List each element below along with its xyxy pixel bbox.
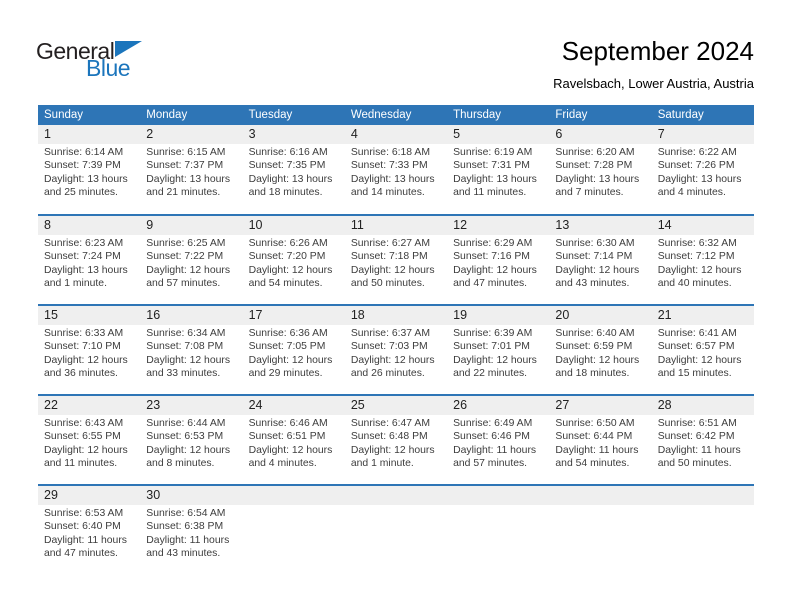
- day-details: [345, 415, 447, 471]
- day-details: [140, 415, 242, 471]
- day-cell-2: [140, 125, 242, 215]
- day-band-empty: [345, 486, 447, 505]
- general-blue-logo: [36, 40, 142, 80]
- weekday-header-thursday: Thursday: [447, 105, 549, 125]
- day-cell-24: [243, 395, 345, 485]
- sunset-text: Sunset: 7:08 PM: [146, 341, 224, 353]
- daylight-text: Daylight: 13 hours and 7 minutes.: [555, 173, 640, 199]
- sunrise-text: Sunrise: 6:26 AM: [248, 238, 328, 249]
- day-details: [38, 505, 140, 561]
- day-cell-10: [243, 215, 345, 305]
- weekday-header-row: [38, 105, 754, 125]
- week-row-1: [38, 125, 754, 215]
- day-details: [38, 325, 140, 381]
- sunset-text: Sunset: 6:46 PM: [453, 431, 530, 443]
- sunrise-text: Sunrise: 6:27 AM: [350, 238, 430, 249]
- day-cell-16: [140, 305, 242, 395]
- daylight-text: Daylight: 11 hours and 43 minutes.: [146, 534, 230, 560]
- sunset-text: Sunset: 6:40 PM: [44, 521, 121, 533]
- sunrise-text: Sunrise: 6:33 AM: [44, 328, 124, 339]
- daylight-text: Daylight: 11 hours and 57 minutes.: [453, 444, 537, 470]
- day-number-11: 11: [345, 216, 447, 235]
- logo-text-blue: Blue: [86, 55, 131, 81]
- weekday-header-tuesday: Tuesday: [243, 105, 345, 125]
- sunset-text: Sunset: 7:28 PM: [555, 160, 633, 172]
- empty-day-cell: [345, 485, 447, 575]
- day-number-13: 13: [549, 216, 651, 235]
- daylight-text: Daylight: 12 hours and 57 minutes.: [146, 264, 231, 290]
- day-number-17: 17: [243, 306, 345, 325]
- day-details: [345, 235, 447, 291]
- day-cell-6: [549, 125, 651, 215]
- day-cell-18: [345, 305, 447, 395]
- day-details: [447, 325, 549, 381]
- day-details: [447, 144, 549, 200]
- daylight-text: Daylight: 13 hours and 25 minutes.: [44, 173, 128, 199]
- day-cell-4: [345, 125, 447, 215]
- daylight-text: Daylight: 11 hours and 50 minutes.: [657, 444, 741, 470]
- sunrise-text: Sunrise: 6:46 AM: [248, 418, 328, 429]
- sunrise-text: Sunrise: 6:43 AM: [44, 418, 124, 429]
- day-number-25: 25: [345, 396, 447, 415]
- day-details: [38, 235, 140, 291]
- sunset-text: Sunset: 7:24 PM: [44, 251, 121, 263]
- day-details: [243, 325, 345, 381]
- day-number-22: 22: [38, 396, 140, 415]
- day-cell-17: [243, 305, 345, 395]
- day-cell-23: [140, 395, 242, 485]
- sunrise-text: Sunrise: 6:50 AM: [555, 418, 635, 429]
- sunrise-text: Sunrise: 6:53 AM: [44, 508, 124, 519]
- weekday-header-monday: Monday: [140, 105, 242, 125]
- day-band-empty: [652, 486, 754, 505]
- day-number-9: 9: [140, 216, 242, 235]
- sunrise-text: Sunrise: 6:32 AM: [657, 238, 737, 249]
- sunset-text: Sunset: 6:53 PM: [146, 431, 224, 443]
- sunrise-text: Sunrise: 6:19 AM: [453, 147, 533, 158]
- day-details: [140, 235, 242, 291]
- day-cell-29: [38, 485, 140, 575]
- daylight-text: Daylight: 12 hours and 33 minutes.: [146, 354, 231, 380]
- location-subtitle: Ravelsbach, Lower Austria, Austria: [553, 76, 754, 91]
- day-cell-21: [652, 305, 754, 395]
- sunset-text: Sunset: 7:35 PM: [248, 160, 326, 172]
- day-details: [345, 325, 447, 381]
- day-number-30: 30: [140, 486, 242, 505]
- sunrise-text: Sunrise: 6:20 AM: [555, 147, 635, 158]
- day-cell-30: [140, 485, 242, 575]
- day-cell-28: [652, 395, 754, 485]
- daylight-text: Daylight: 13 hours and 4 minutes.: [657, 173, 742, 199]
- daylight-text: Daylight: 12 hours and 29 minutes.: [248, 354, 333, 380]
- sunrise-text: Sunrise: 6:29 AM: [453, 238, 533, 249]
- day-details: [652, 144, 754, 200]
- day-number-24: 24: [243, 396, 345, 415]
- day-cell-13: [549, 215, 651, 305]
- sunset-text: Sunset: 7:31 PM: [453, 160, 530, 172]
- day-number-14: 14: [652, 216, 754, 235]
- daylight-text: Daylight: 13 hours and 1 minute.: [44, 264, 128, 290]
- day-details: [345, 144, 447, 200]
- day-details: [140, 505, 242, 561]
- day-details: [549, 144, 651, 200]
- day-cell-3: [243, 125, 345, 215]
- sunrise-text: Sunrise: 6:39 AM: [453, 328, 533, 339]
- day-details: [140, 144, 242, 200]
- day-number-18: 18: [345, 306, 447, 325]
- day-cell-19: [447, 305, 549, 395]
- sunset-text: Sunset: 7:14 PM: [555, 251, 633, 263]
- empty-day-cell: [549, 485, 651, 575]
- day-details: [447, 235, 549, 291]
- daylight-text: Daylight: 12 hours and 47 minutes.: [453, 264, 537, 290]
- daylight-text: Daylight: 12 hours and 50 minutes.: [350, 264, 435, 290]
- day-number-28: 28: [652, 396, 754, 415]
- weekday-header-friday: Friday: [549, 105, 651, 125]
- logo-text-general: General: [36, 38, 115, 64]
- day-number-10: 10: [243, 216, 345, 235]
- day-number-12: 12: [447, 216, 549, 235]
- day-number-19: 19: [447, 306, 549, 325]
- day-number-7: 7: [652, 125, 754, 144]
- sunset-text: Sunset: 6:38 PM: [146, 521, 224, 533]
- day-cell-11: [345, 215, 447, 305]
- day-cell-1: [38, 125, 140, 215]
- sunset-text: Sunset: 6:57 PM: [657, 341, 735, 353]
- empty-day-cell: [447, 485, 549, 575]
- sunrise-text: Sunrise: 6:49 AM: [453, 418, 533, 429]
- sunrise-text: Sunrise: 6:54 AM: [146, 508, 226, 519]
- day-number-27: 27: [549, 396, 651, 415]
- sunset-text: Sunset: 7:22 PM: [146, 251, 224, 263]
- day-details: [447, 415, 549, 471]
- day-cell-25: [345, 395, 447, 485]
- sunrise-text: Sunrise: 6:44 AM: [146, 418, 226, 429]
- day-details: [243, 144, 345, 200]
- day-number-20: 20: [549, 306, 651, 325]
- day-number-26: 26: [447, 396, 549, 415]
- day-details: [549, 325, 651, 381]
- calendar-table: [38, 105, 754, 575]
- day-details: [549, 235, 651, 291]
- sunrise-text: Sunrise: 6:40 AM: [555, 328, 635, 339]
- daylight-text: Daylight: 13 hours and 14 minutes.: [350, 173, 435, 199]
- day-details: [140, 325, 242, 381]
- day-details: [549, 415, 651, 471]
- daylight-text: Daylight: 12 hours and 8 minutes.: [146, 444, 231, 470]
- week-row-2: [38, 215, 754, 305]
- empty-day-cell: [652, 485, 754, 575]
- title-block: [553, 36, 754, 91]
- week-row-4: [38, 395, 754, 485]
- day-details: [652, 325, 754, 381]
- sunset-text: Sunset: 7:10 PM: [44, 341, 121, 353]
- day-number-23: 23: [140, 396, 242, 415]
- sunset-text: Sunset: 7:33 PM: [350, 160, 428, 172]
- sunset-text: Sunset: 7:20 PM: [248, 251, 326, 263]
- daylight-text: Daylight: 12 hours and 4 minutes.: [248, 444, 333, 470]
- sunrise-text: Sunrise: 6:47 AM: [350, 418, 430, 429]
- day-cell-22: [38, 395, 140, 485]
- day-cell-8: [38, 215, 140, 305]
- daylight-text: Daylight: 12 hours and 26 minutes.: [350, 354, 435, 380]
- sunset-text: Sunset: 7:05 PM: [248, 341, 326, 353]
- sunset-text: Sunset: 6:48 PM: [350, 431, 428, 443]
- sunrise-text: Sunrise: 6:18 AM: [350, 147, 430, 158]
- sunrise-text: Sunrise: 6:41 AM: [657, 328, 737, 339]
- daylight-text: Daylight: 12 hours and 36 minutes.: [44, 354, 128, 380]
- day-cell-14: [652, 215, 754, 305]
- day-details: [243, 415, 345, 471]
- day-details: [243, 235, 345, 291]
- daylight-text: Daylight: 12 hours and 1 minute.: [350, 444, 435, 470]
- day-cell-27: [549, 395, 651, 485]
- sunrise-text: Sunrise: 6:30 AM: [555, 238, 635, 249]
- sunrise-text: Sunrise: 6:34 AM: [146, 328, 226, 339]
- day-number-29: 29: [38, 486, 140, 505]
- daylight-text: Daylight: 13 hours and 21 minutes.: [146, 173, 231, 199]
- sunset-text: Sunset: 6:51 PM: [248, 431, 326, 443]
- day-band-empty: [549, 486, 651, 505]
- weekday-header-wednesday: Wednesday: [345, 105, 447, 125]
- day-band-empty: [447, 486, 549, 505]
- daylight-text: Daylight: 11 hours and 54 minutes.: [555, 444, 639, 470]
- daylight-text: Daylight: 13 hours and 18 minutes.: [248, 173, 333, 199]
- sunset-text: Sunset: 6:44 PM: [555, 431, 633, 443]
- day-number-8: 8: [38, 216, 140, 235]
- week-row-5: [38, 485, 754, 575]
- day-number-5: 5: [447, 125, 549, 144]
- day-cell-12: [447, 215, 549, 305]
- sunrise-text: Sunrise: 6:14 AM: [44, 147, 124, 158]
- daylight-text: Daylight: 12 hours and 43 minutes.: [555, 264, 640, 290]
- sunrise-text: Sunrise: 6:36 AM: [248, 328, 328, 339]
- page-title: September 2024: [561, 36, 754, 66]
- day-cell-26: [447, 395, 549, 485]
- sunrise-text: Sunrise: 6:16 AM: [248, 147, 328, 158]
- sunrise-text: Sunrise: 6:22 AM: [657, 147, 737, 158]
- daylight-text: Daylight: 12 hours and 18 minutes.: [555, 354, 640, 380]
- weekday-header-saturday: Saturday: [652, 105, 754, 125]
- empty-day-cell: [243, 485, 345, 575]
- sunset-text: Sunset: 6:59 PM: [555, 341, 633, 353]
- daylight-text: Daylight: 12 hours and 11 minutes.: [44, 444, 128, 470]
- day-details: [652, 235, 754, 291]
- daylight-text: Daylight: 12 hours and 15 minutes.: [657, 354, 742, 380]
- daylight-text: Daylight: 12 hours and 40 minutes.: [657, 264, 742, 290]
- daylight-text: Daylight: 12 hours and 22 minutes.: [453, 354, 537, 380]
- daylight-text: Daylight: 12 hours and 54 minutes.: [248, 264, 333, 290]
- daylight-text: Daylight: 13 hours and 11 minutes.: [453, 173, 537, 199]
- day-cell-15: [38, 305, 140, 395]
- sunset-text: Sunset: 7:03 PM: [350, 341, 428, 353]
- day-number-16: 16: [140, 306, 242, 325]
- day-number-3: 3: [243, 125, 345, 144]
- sunset-text: Sunset: 7:12 PM: [657, 251, 735, 263]
- day-number-21: 21: [652, 306, 754, 325]
- sunset-text: Sunset: 7:01 PM: [453, 341, 530, 353]
- sunrise-text: Sunrise: 6:37 AM: [350, 328, 430, 339]
- sunrise-text: Sunrise: 6:25 AM: [146, 238, 226, 249]
- day-details: [652, 415, 754, 471]
- day-number-6: 6: [549, 125, 651, 144]
- day-number-4: 4: [345, 125, 447, 144]
- sunset-text: Sunset: 7:37 PM: [146, 160, 224, 172]
- sunset-text: Sunset: 6:55 PM: [44, 431, 121, 443]
- day-cell-20: [549, 305, 651, 395]
- day-number-15: 15: [38, 306, 140, 325]
- sunset-text: Sunset: 7:26 PM: [657, 160, 735, 172]
- day-number-2: 2: [140, 125, 242, 144]
- day-cell-9: [140, 215, 242, 305]
- day-band-empty: [243, 486, 345, 505]
- sunset-text: Sunset: 7:16 PM: [453, 251, 530, 263]
- day-cell-7: [652, 125, 754, 215]
- day-number-1: 1: [38, 125, 140, 144]
- day-details: [38, 144, 140, 200]
- sunrise-text: Sunrise: 6:51 AM: [657, 418, 737, 429]
- daylight-text: Daylight: 11 hours and 47 minutes.: [44, 534, 127, 560]
- sunset-text: Sunset: 7:18 PM: [350, 251, 428, 263]
- sunrise-text: Sunrise: 6:23 AM: [44, 238, 124, 249]
- sunrise-text: Sunrise: 6:15 AM: [146, 147, 226, 158]
- sunset-text: Sunset: 6:42 PM: [657, 431, 735, 443]
- weekday-header-sunday: Sunday: [38, 105, 140, 125]
- week-row-3: [38, 305, 754, 395]
- day-cell-5: [447, 125, 549, 215]
- sunset-text: Sunset: 7:39 PM: [44, 160, 121, 172]
- day-details: [38, 415, 140, 471]
